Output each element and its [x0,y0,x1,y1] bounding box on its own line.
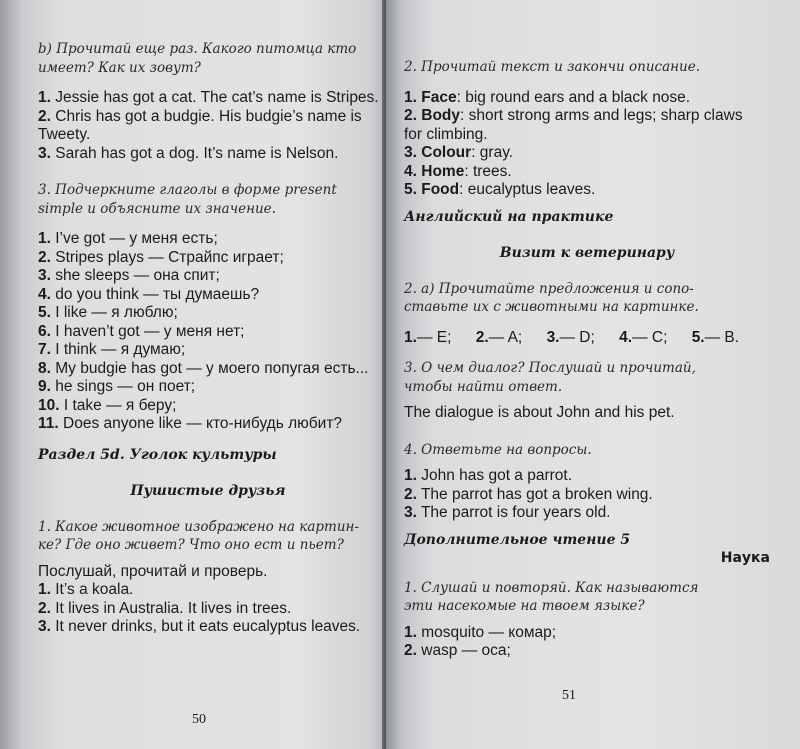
task-1-line: ке? Где оно живет? Что оно ест и пьет? [38,537,344,553]
list-item: 5. I like — я люблю; [38,304,178,321]
list-item: 2. The parrot has got a broken wing. [404,485,653,503]
list-item: Tweety. [38,126,91,143]
list-item: 4. Home: trees. [404,162,512,180]
match-item: 5.— B. [691,328,740,346]
vet-heading: Визит к ветеринару [499,244,675,261]
left-page [0,0,398,749]
section-heading: Раздел 5d. Уголок культуры [38,446,277,463]
list-item: 1. It’s a koala. [38,581,134,598]
pet-answers [38,89,378,163]
task-3-line: simple и объясните их значение. [38,200,276,217]
listen-instruction: Послушай, прочитай и проверь. [38,562,268,580]
task-1-line: 1. Какое животное изображено на картин- [38,518,359,535]
page-number: 50 [192,712,206,727]
list-item: 2. Stripes plays — Страйпс играет; [38,248,284,266]
koala-answers [38,581,378,637]
match-item: 4.— C; [619,328,668,346]
match-answers [404,329,770,348]
task-1-line: 1. Слушай и повторяй. Как называются [404,579,699,596]
task-3-line: чтобы найти ответ. [404,378,563,395]
list-item: 1. John has got a parrot. [404,467,573,484]
list-item: 3. Colour: gray. [404,144,514,161]
list-item: 7. I think — я думаю; [38,341,186,358]
extra-reading-heading: Дополнительное чтение 5 [404,531,631,548]
list-item: 1. Jessie has got a cat. The cat’s name is Stripes. [38,89,379,106]
list-item: 2. Chris has got a budgie. His budgie’s name is [38,107,362,125]
task-3-line: 3. О чем диалог? Послушай и прочитай, [404,360,696,376]
list-item: 3. The parrot is four years old. [404,504,611,521]
task-b-line: b) Прочитай еще раз. Какого питомца кто [38,41,357,57]
match-item: 1.— E; [404,328,452,346]
task-b-line: имеет? Как их зовут? [38,59,201,76]
list-item: 10. I take — я беру; [38,396,177,414]
list-item: 3. Sarah has got a dog. It’s name is Nelson. [38,144,339,162]
right-page [386,0,800,749]
section-subtitle: Пушистые друзья [130,482,286,499]
list-item: 4. do you think — ты думаешь? [38,285,260,303]
list-item: 2. It lives in Australia. It lives in trees. [38,599,292,617]
task-3-line: 3. Подчеркните глаголы в форме present [38,182,337,198]
list-item: 3. It never drinks, but it eats eucalyptus leaves. [38,618,361,635]
list-item: 8. My budgie has got — у моего попугая есть... [38,359,369,377]
list-item: 2. wasp — оса; [404,642,511,659]
list-item: for climbing. [404,125,488,143]
list-item: 1. Face: big round ears and a black nose. [404,88,691,106]
task-4-line: 4. Ответьте на вопросы. [404,441,592,458]
list-item: 11. Does anyone like — кто-нибудь любит? [38,415,343,432]
task-1-line: эти насекомые на твоем языке? [404,598,645,614]
list-item: 3. she sleeps — она спит; [38,267,220,284]
list-item: 1. mosquito — комар; [404,623,557,641]
task-2a-line: ставьте их с животными на картинке. [404,299,699,315]
insect-list [404,624,770,661]
question-answers [404,467,770,523]
match-item: 3.— D; [546,328,595,346]
task-2a-line: 2. а) Прочитайте предложения и сопо- [404,280,694,297]
task-2-line: 2. Прочитай текст и закончи описание. [404,59,701,75]
list-item: 9. he sings — он поет; [38,378,196,395]
list-item: 1. I’ve got — у меня есть; [38,230,218,247]
dialogue-answer: The dialogue is about John and his pet. [404,404,675,421]
list-item: 6. I haven’t got — у меня нет; [38,322,245,340]
practice-heading: Английский на практике [404,208,614,225]
match-item: 2.— A; [475,328,523,346]
koala-description [404,89,770,200]
page-number: 51 [562,688,576,703]
verb-list [38,230,378,434]
science-heading: Наука [720,549,770,566]
list-item: 2. Body: short strong arms and legs; sharp claws [404,107,743,124]
list-item: 5. Food: eucalyptus leaves. [404,181,596,198]
